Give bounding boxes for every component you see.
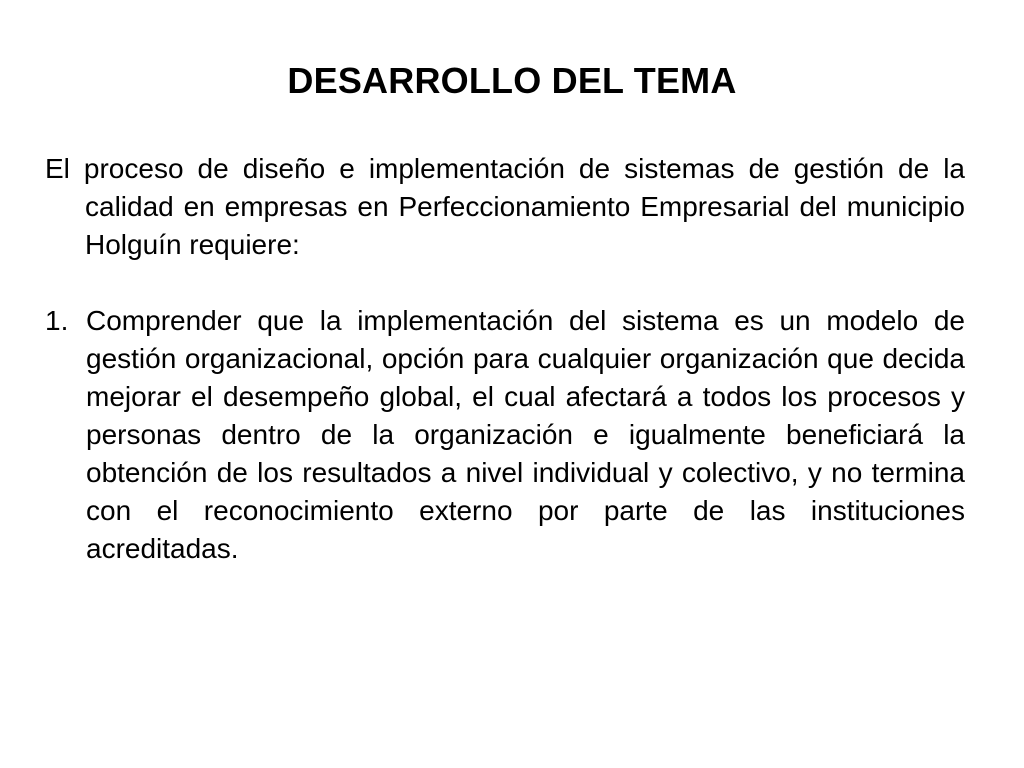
- list-item: [45, 302, 965, 568]
- list-item-number: 1.: [45, 305, 69, 336]
- list-item-text: Comprender que la implementación del sistema es un modelo de gestión organizacional, opción para cualquier organización que decida mejorar el desempeño global, el cual afectará a todos los procesos y personas dentro de la organización e igualmente beneficiará la obtención de los resultados a nivel individual y colectivo, y no termina con el reconocimiento externo por parte de las instituciones acreditadas.: [86, 305, 965, 564]
- slide-title: DESARROLLO DEL TEMA: [287, 60, 737, 101]
- slide-body: [45, 150, 965, 568]
- intro-paragraph: El proceso de diseño e implementación de sistemas de gestión de la calidad en empresas en Perfeccionamiento Empresarial del municipio Holguín requiere:: [45, 153, 965, 260]
